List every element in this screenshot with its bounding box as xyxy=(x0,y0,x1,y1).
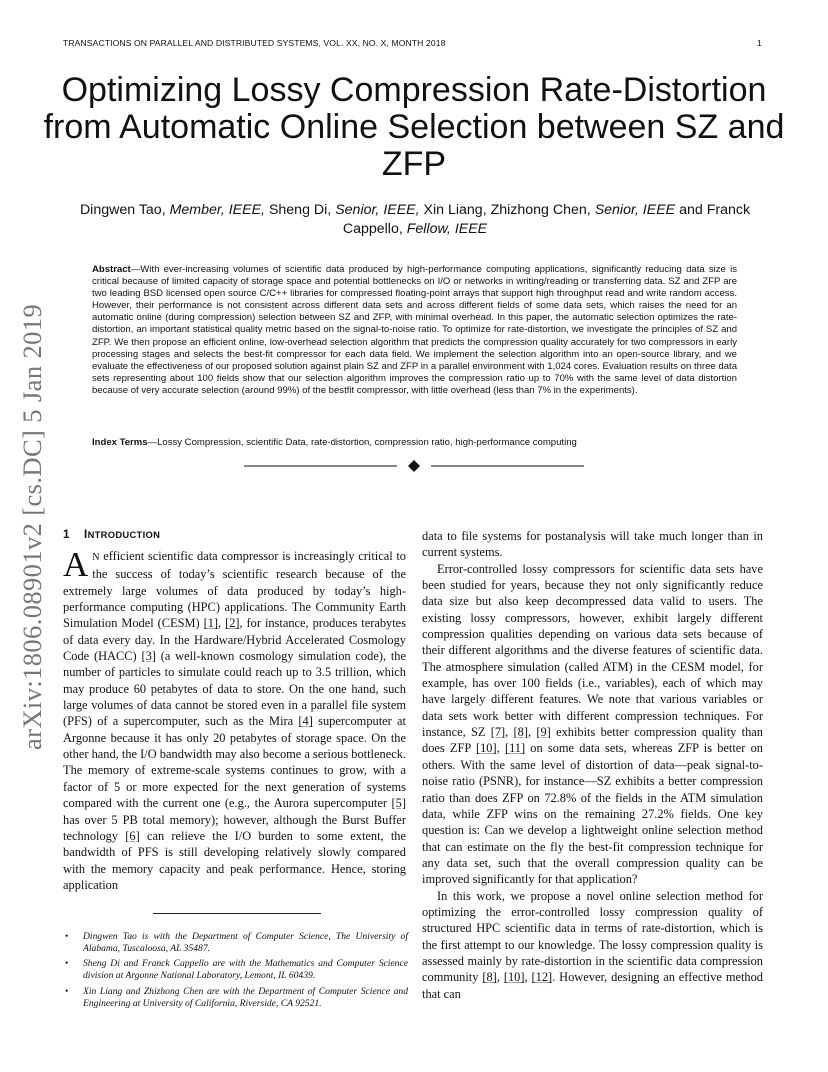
body-text: , xyxy=(496,970,504,985)
paragraph xyxy=(422,561,763,888)
body-text: has over 5 PB total memory); however, although the Burst Buffer technology xyxy=(63,812,406,843)
body-text: can relieve the I/O burden to some extent, the bandwidth of PFS is still developing relatively slowly compared with the memory capacity and peak performance. Hence, storing application xyxy=(63,828,406,892)
body-column-left xyxy=(63,545,406,893)
citation-link[interactable]: [7] xyxy=(490,725,506,740)
body-text: , xyxy=(527,725,537,740)
author-list xyxy=(55,201,775,239)
citation-link[interactable]: [12] xyxy=(531,970,553,985)
body-text: on some data sets, whereas ZFP is better on others. With the same level of distortion of data—peak signal-to-noise ratio (PSNR), for instance—SZ exhibits a better compression ratio than does ZFP on 72.8% of the fields in the ATM simulation data, while ZFP wins on the remaining 27.2% fields. One key question is: Can we develop a lightweight online selection method that can estimate on the fly the best-fit compression technique for any data set, such that the overall compression quality can be improved significantly for that application? xyxy=(422,741,763,887)
citation-link[interactable]: [4] xyxy=(298,714,313,729)
citation-link[interactable]: [6] xyxy=(125,828,140,843)
body-text: . However, designing an effective method that can xyxy=(422,970,763,1001)
footnote-item: • Sheng Di and Franck Cappello are with the Mathematics and Computer Science division at Argonne National Laboratory, Lemont, IL 60439. xyxy=(63,958,408,982)
citation-link[interactable]: [3] xyxy=(141,649,156,664)
drop-cap: A xyxy=(63,545,89,584)
body-text: Error-controlled lossy compressors for scientific data sets have been studied for years, because they not only significantly reduce data size but also keep decompressed data valid to users. The existing lossy compressors, however, exhibit largely different compression qualities depending on various data sets because of their different algorithms and the diverse features of scientific data. The atmosphere simulation (called ATM) in the CESM model, for example, has over 100 fields (i.e., variables), each of which may have largely different features. We note that various variables or data sets work better with different compression techniques. For instance, SZ xyxy=(422,561,763,740)
body-text: , for instance, produces terabytes of data every day. In the Hardware/Hybrid Accelerated Cosmology Code (HACC) xyxy=(63,616,406,664)
section-title-initial: I xyxy=(84,528,88,541)
citation-link[interactable]: [10] xyxy=(503,970,525,985)
citation-link[interactable]: [8] xyxy=(513,725,528,740)
citation-link[interactable]: [1] xyxy=(203,616,219,631)
author-name: and Franck Cappello, xyxy=(342,202,751,237)
section-title-rest: NTRODUCTION xyxy=(87,529,161,540)
citation-link[interactable]: [2] xyxy=(225,616,240,631)
arxiv-stamp-text: arXiv:1806.08901v2 [cs.DC] 5 Jan 2019 xyxy=(17,303,47,750)
paragraph xyxy=(63,545,406,893)
body-text: efficient scientific data compressor is increasingly critical to the success of today’s scientific research because of the extremely large volumes of data produced by today’s high-performance computing (HPC) applications. The Community Earth Simulation Model (CESM) xyxy=(63,549,406,631)
paragraph: data to file systems for postanalysis will take much longer than in current systems. xyxy=(422,529,763,560)
body-text: , xyxy=(218,616,226,631)
author-name: Xin Liang, Zhizhong Chen, xyxy=(419,202,595,218)
index-terms xyxy=(92,437,737,449)
body-text: , xyxy=(505,725,514,740)
body-text: (a well-known cosmology simulation code), the number of particles to simulate could reach up to 3.5 trillion, which may produce 60 petabytes of data to store. On the one hand, such large volumes of data cannot be stored even in a parallel file system (PFS) of a supercomputer, such as the Mira xyxy=(63,649,406,729)
diamond-ornament-icon xyxy=(408,460,420,472)
running-header: TRANSACTIONS ON PARALLEL AND DISTRIBUTED SYSTEMS, VOL. XX, NO. X, MONTH 2018 xyxy=(63,38,446,48)
citation-link[interactable]: [5] xyxy=(391,796,406,811)
page-number: 1 xyxy=(757,38,762,48)
footnote-rule xyxy=(153,913,321,914)
index-terms-label: Index Terms xyxy=(92,437,148,448)
section-separator xyxy=(244,460,584,472)
footnote-item: • Xin Liang and Zhizhong Chen are with the Department of Computer Science and Engineering at University of California, Riverside, CA 92521. xyxy=(63,986,408,1010)
citation-link[interactable]: [11] xyxy=(504,741,526,756)
body-text: exhibits better compression quality than does ZFP xyxy=(422,725,763,756)
index-terms-text: —Lossy Compression, scientific Data, rate-distortion, compression ratio, high-performance computing xyxy=(147,437,577,448)
body-text: , xyxy=(496,741,505,756)
abstract-text: —With ever-increasing volumes of scientific data produced by high-performance computing applications, significantly reducing data size is critical because of limited capacity of storage space and potential bottlenecks on I/O or networks in writing/reading or transferring data. SZ and ZFP are two leading BSD licensed open source C/C++ libraries for compressed floating-point arrays that support high throughput read and write random access. However, their performance is not consistent across different data sets and across different fields of some data sets, which raises the need for an automatic online (during compression) selection between SZ and ZFP, with minimal overhead. In this paper, the automatic selection optimizes the rate-distortion, an important statistical quality metric based on the signal-to-noise ratio. To optimize for rate-distortion, we investigate the principles of SZ and ZFP. We then propose an efficient online, low-overhead selection algorithm that predicts the compression quality accurately for two compressors in early processing stages and selects the best-fit compressor for each data field. We implement the selection algorithm into an open-source library, and we evaluate the effectiveness of our proposed solution against plain SZ and ZFP in a parallel environment with 1,024 cores. Evaluation results on three data sets representing about 100 fields show that our selection algorithm improves the compression ratio up to 70% with the same level of data distortion because of very accurate selection (around 99%) of the bestfit compressor, with little overhead (less than 7% in the experiments). xyxy=(92,264,737,396)
citation-link[interactable]: [10] xyxy=(475,741,497,756)
section-number: 1 xyxy=(63,528,70,541)
author-affiliation-role: Senior, IEEE xyxy=(594,202,676,218)
section-heading xyxy=(63,528,160,541)
body-text: supercomputer at Argonne because it has only 20 petabytes of storage space. On the other hand, the I/O bandwidth may also become a serious bottleneck. The memory of extreme-scale systems continues to grow, with a factor of 5 or more expected for the next generation of systems compared with the current one (e.g., the Aurora supercomputer xyxy=(63,714,406,811)
author-affiliation-role: Member, IEEE, xyxy=(169,202,265,218)
author-affiliation-role: Fellow, IEEE xyxy=(406,221,488,237)
author-name: Sheng Di, xyxy=(265,202,336,218)
drop-cap-continuation: N xyxy=(92,552,100,563)
footnotes xyxy=(63,931,408,1013)
body-text: In this work, we propose a novel online selection method for optimizing the error-controlled lossy compression quality of structured HPC scientific data in terms of rate-distortion, which is the first attempt to our knowledge. The lossy compression quality is assessed mainly by rate-distortion in the scientific data compression community xyxy=(422,888,763,985)
footnote-item: • Dingwen Tao is with the Department of Computer Science, The University of Alabama, Tuscaloosa, AL 35487. xyxy=(63,931,408,955)
body-text: , xyxy=(524,970,532,985)
abstract-label: Abstract xyxy=(92,264,131,275)
author-affiliation-role: Senior, IEEE, xyxy=(335,202,420,218)
citation-link[interactable]: [9] xyxy=(536,725,551,740)
citation-link[interactable]: [8] xyxy=(482,970,497,985)
author-name: Dingwen Tao, xyxy=(79,202,170,218)
abstract xyxy=(92,264,737,397)
paper-title: Optimizing Lossy Compression Rate-Distortion from Automatic Online Selection between SZ and ZFP xyxy=(43,71,785,183)
paragraph xyxy=(422,888,763,1002)
body-column-right xyxy=(422,528,763,1002)
